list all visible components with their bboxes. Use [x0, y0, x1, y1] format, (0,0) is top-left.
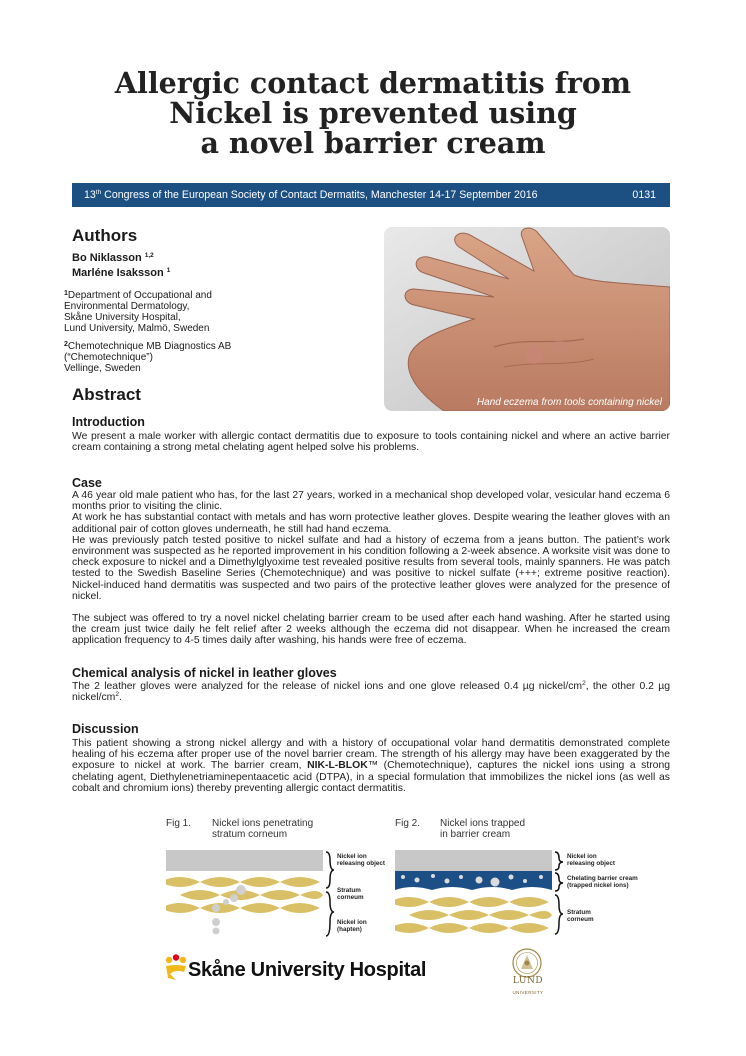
aff-2-mark: 2: [64, 341, 68, 348]
aff-2-line-1: Chemotechnique MB Diagnostics AB: [67, 341, 232, 352]
aff-2-line-3: Vellinge, Sweden: [64, 363, 141, 374]
abstract-heading: Abstract: [72, 385, 141, 404]
discussion-text: [72, 738, 670, 794]
fig1-label-object-line-1: Nickel ion: [337, 853, 367, 860]
fig2-label-object-line-2: releasing object: [567, 860, 615, 867]
fig2-title-line-2: in barrier cream: [440, 829, 511, 840]
author-1-sup: 1,2: [144, 252, 154, 259]
title-line-3: a novel barrier cream: [200, 126, 546, 160]
author-2-sup: 1: [166, 267, 171, 274]
lund-logo-subtext: UNIVERSITY: [512, 990, 544, 995]
fig1-label-hapten-line-2: (hapten): [337, 926, 362, 933]
fig1-label-object: [337, 853, 385, 867]
lund-logo-text: LUND: [512, 976, 544, 986]
hospital-logo-text: Skåne University Hospital: [188, 959, 427, 981]
fig2-object-layer: [395, 850, 552, 871]
fig1-title-line-1: Nickel ions penetrating: [212, 818, 314, 829]
chem-sup-2: 2: [115, 691, 119, 699]
chem-text-c: .: [118, 692, 122, 704]
author-2: [72, 267, 170, 279]
case-paragraph-3: He was previously patch tested positive to nickel sulfate and had a history of eczema from a jeans button. The patient’s work environment was suspected as he reported improvement in his condition following a 2-week absence. A worksite visit was done to check exposure to nickel and a Dimethylglyoxime test revealed positive results from several tools, mainly spanners. He was patch tested to the Swedish Baseline Series (Chemotechnique) and was positive to nickel sulfate (+++; extreme positive reaction). Nickel-induced hand dermatitis was suspected and two pairs of the protective leather gloves were analyzed for the presence of nickel.: [72, 534, 670, 602]
author-1-name: Bo Niklasson: [72, 252, 142, 264]
fig1-label-hapten-line-1: Nickel ion: [337, 919, 367, 926]
fig2-label-cream-line-2: (trapped nickel ions): [567, 882, 629, 889]
chemical-analysis-heading: Chemical analysis of nickel in leather gloves: [72, 666, 337, 680]
case-paragraph-1: A 46 year old male patient who has, for the last 27 years, worked in a mechanical shop developed volar, vesicular hand eczema 6 months prior to visiting the clinic.: [72, 490, 670, 513]
fig2-diagram: [395, 850, 567, 940]
introduction-heading: Introduction: [72, 415, 145, 429]
banner-text-post: Congress of the European Society of Contact Dermatits, Manchester 14-17 September 2016: [101, 189, 538, 201]
affiliation-2: [64, 341, 274, 374]
disc-text-a: This patient showing a strong nickel allergy and with a history of occupational volar hand dermatitis demonstrated complete healing of his eczema after proper use of the novel barrier cream. The strength of his allergy may have been exaggerated by the exposure to nickel at work. The barrier cream,: [72, 738, 670, 772]
photo-caption: Hand eczema from tools containing nickel: [476, 397, 662, 408]
fig1-skin-cells: [166, 877, 323, 913]
chem-text-a: The 2 leather gloves were analyzed for the release of nickel ions and one glove released 0.4 µg nickel/cm: [72, 681, 583, 692]
chemical-analysis-text: [72, 681, 670, 703]
lund-seal-icon: [511, 947, 543, 979]
case-paragraph-2: At work he has substantial contact with metals and has worn protective leather gloves. Despite wearing the leather gloves with an additional pair of cotton gloves underneath, he still had hand eczema.: [72, 512, 670, 535]
chem-text-b: , the other 0.2 µg nickel/cm: [72, 681, 670, 704]
fig1-label-corneum: [337, 887, 364, 901]
aff-1-line-1: Department of Occupational and: [67, 290, 212, 301]
hospital-logo-icon: [164, 954, 188, 982]
fig1-label-corneum-line-2: corneum: [337, 894, 364, 901]
fig2-number: Fig 2.: [395, 818, 421, 829]
aff-1-mark: 1: [64, 290, 68, 297]
banner-text-sup: th: [95, 189, 102, 196]
aff-2-line-2: (“Chemotechnique”): [64, 352, 153, 363]
fig2-label-cream: [567, 875, 638, 889]
fig2-label-corneum: [567, 909, 594, 923]
discussion-heading: Discussion: [72, 722, 139, 736]
fig2-title: [440, 818, 525, 840]
affiliation-1: [64, 290, 274, 334]
aff-1-line-3: Skåne University Hospital,: [64, 312, 181, 323]
disc-brand: NIK-L-BLOK: [307, 760, 368, 772]
fig2-title-line-1: Nickel ions trapped: [440, 818, 526, 829]
disc-text-b: (Chemotechnique), captures the nickel ions using a strong chelating agent, Diethylenetriaminepentaacetic acid (DTPA), in a special formulation that immobilizes the nickel ions (as well as cobalt and chromium ions) thereby preventing allergic contact dermatitis.: [72, 760, 670, 794]
conference-banner: [72, 183, 670, 207]
hand-photo: [384, 227, 670, 411]
fig2-label-cream-line-1: Chelating barrier cream: [567, 875, 638, 882]
fig2-label-object-line-1: Nickel ion: [567, 853, 597, 860]
authors-heading: Authors: [72, 226, 138, 245]
fig2-label-corneum-line-1: Stratum: [567, 909, 591, 916]
abstract-code: 0131: [632, 189, 656, 201]
fig1-label-hapten: [337, 919, 367, 933]
fig1-object-layer: [166, 850, 323, 871]
chem-sup-1: 2: [582, 680, 586, 687]
fig1-label-object-line-2: releasing object: [337, 860, 385, 867]
case-heading: Case: [72, 476, 102, 490]
case-paragraph-4: The subject was offered to try a novel nickel chelating barrier cream to be used after each hand washing. After he started using the cream just twice daily he felt relief after 2 weeks although the eczema did not disappear. When he increased the cream application frequency to 4-5 times daily after washing, his hands were free of eczema.: [72, 613, 670, 647]
poster-title: [60, 68, 686, 158]
fig1-label-corneum-line-1: Stratum: [337, 887, 361, 894]
title-line-2: Nickel is prevented using: [169, 96, 577, 130]
fig1-number: Fig 1.: [166, 818, 192, 829]
fig1-title: [212, 818, 313, 840]
aff-1-line-2: Environmental Dermatology,: [64, 301, 190, 312]
author-2-name: Marléne Isaksson: [72, 267, 164, 279]
aff-1-line-4: Lund University, Malmö, Sweden: [64, 323, 210, 334]
author-1: [72, 252, 154, 264]
introduction-text: [72, 431, 670, 453]
fig2-label-corneum-line-2: corneum: [567, 916, 594, 923]
case-text: [72, 490, 670, 647]
fig1-title-line-2: stratum corneum: [212, 829, 288, 840]
introduction-paragraph: We present a male worker with allergic contact dermatitis due to exposure to tools containing nickel and where an active barrier cream containing a strong metal chelating agent helped solve his problems.: [72, 431, 670, 454]
fig2-skin-cells: [395, 897, 552, 933]
hand-illustration: [384, 227, 670, 411]
banner-text-pre: 13: [84, 189, 96, 201]
disc-tm: ™: [367, 760, 379, 772]
fig2-label-object: [567, 853, 615, 867]
title-line-1: Allergic contact dermatitis from: [114, 66, 632, 100]
fig1-diagram: [166, 850, 336, 940]
